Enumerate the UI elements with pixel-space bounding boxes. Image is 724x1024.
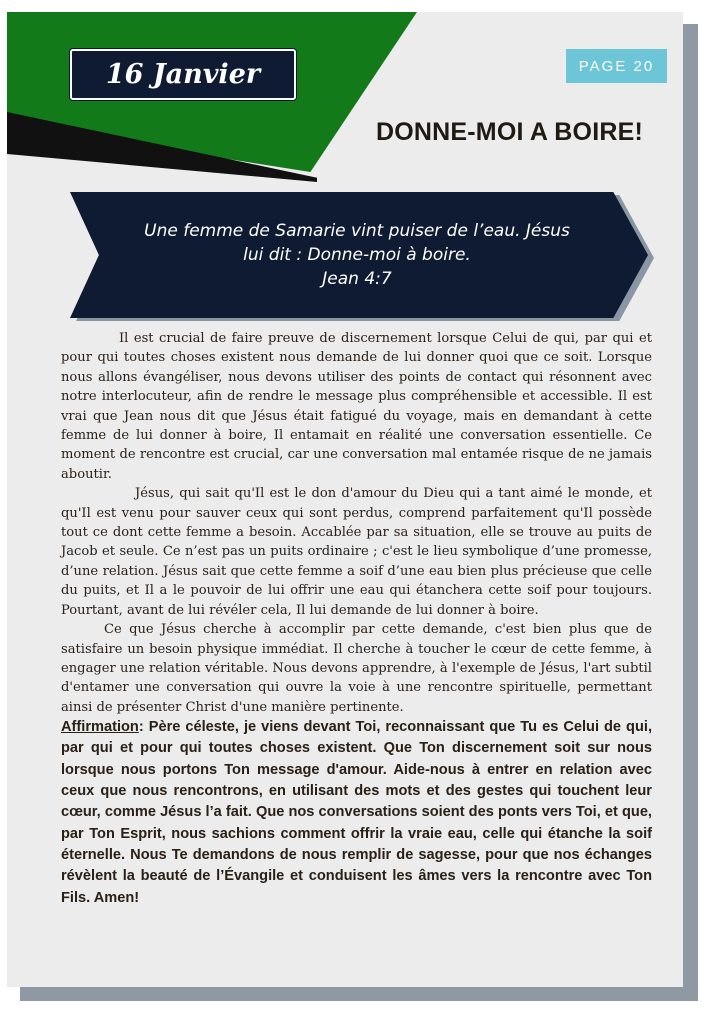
date-label: 16 Janvier: [70, 49, 296, 100]
paragraph-3: Ce que Jésus cherche à accomplir par cette demande, c'est bien plus que de satisfaire un besoin physique immédiat. Il cherche à toucher le cœur de cette femme, à engager une relation véritable. Nous devons apprendre, à l'exemple de Jésus, l'art subtil d'entamer une conversation qui ouvre la voie à une rencontre spirituelle, permettant ainsi de présenter Christ d'une manière pertinente.: [61, 622, 652, 715]
paragraph-2: Jésus, qui sait qu'Il est le don d'amour du Dieu qui a tant aimé le monde, et qu'Il est venu pour sauver ceux qui sont perdus, comprend parfaitement qu'Il possède tout ce dont cette femme a besoin. Accablée par sa situation, elle se trouve au puits de Jacob et seule. Ce n’est pas un puits ordinaire ; c'est le lieu symbolique d’une promesse, d’une relation. Jésus sait que cette femme a soif d’une eau bien plus précieuse que celle du puits, et Il a le pouvoir de lui offrir une eau qui étanchera cette soif pour toujours. Pourtant, avant de lui révéler cela, Il lui demande de lui donner à boire.: [61, 486, 652, 618]
paragraph-1: Il est crucial de faire preuve de discernement lorsque Celui de qui, par qui et pour qui toutes choses existent nous demande de lui donner quoi que ce soit. Lorsque nous allons évangéliser, nous devons utiliser des points de contact qui résonnent avec notre interlocuteur, afin de rendre le message plus compréhensible et accessible. Il est vrai que Jean nous dit que Jésus était fatigué du voyage, mais en demandant à cette femme de lui donner à boire, Il entamait en réalité une conversation essentielle. Ce moment de rencontre est crucial, car une conversation mal entamée risque de ne jamais aboutir.: [61, 331, 652, 482]
affirmation-paragraph: [61, 717, 652, 909]
verse-quote: [107, 219, 607, 291]
page-title: DONNE-MOI A BOIRE!: [375, 118, 643, 146]
devotional-body: [61, 329, 652, 909]
verse-line-2: lui dit : Donne-moi à boire.: [243, 245, 471, 265]
affirmation-label: Affirmation: [61, 719, 139, 736]
affirmation-text: : Père céleste, je viens devant Toi, reconnaissant que Tu es Celui de qui, par qui et pour qui toutes choses existent. Que Ton discernement soit sur nous lorsque nous portons Ton message d'amour. Aide-nous à entrer en relation avec ceux que nous rencontrons, en utilisant des mots et des gestes qui touchent leur cœur, comme Jésus l’a fait. Que nos conversations soient des ponts vers Toi, et que, par Ton Esprit, nous sachions comment offrir la vraie eau, celle qui étanche la soif éternelle. Nous Te demandons de nous remplir de sagesse, pour que nos échanges révèlent la beauté de l’Évangile et conduisent les âmes vers la rencontre avec Ton Fils. Amen!: [61, 719, 652, 906]
page-number-badge: PAGE 20: [566, 49, 667, 83]
devotional-page: [7, 12, 683, 987]
verse-reference: Jean 4:7: [322, 269, 392, 289]
verse-line-1: Une femme de Samarie vint puiser de l’eau. Jésus: [144, 221, 570, 241]
